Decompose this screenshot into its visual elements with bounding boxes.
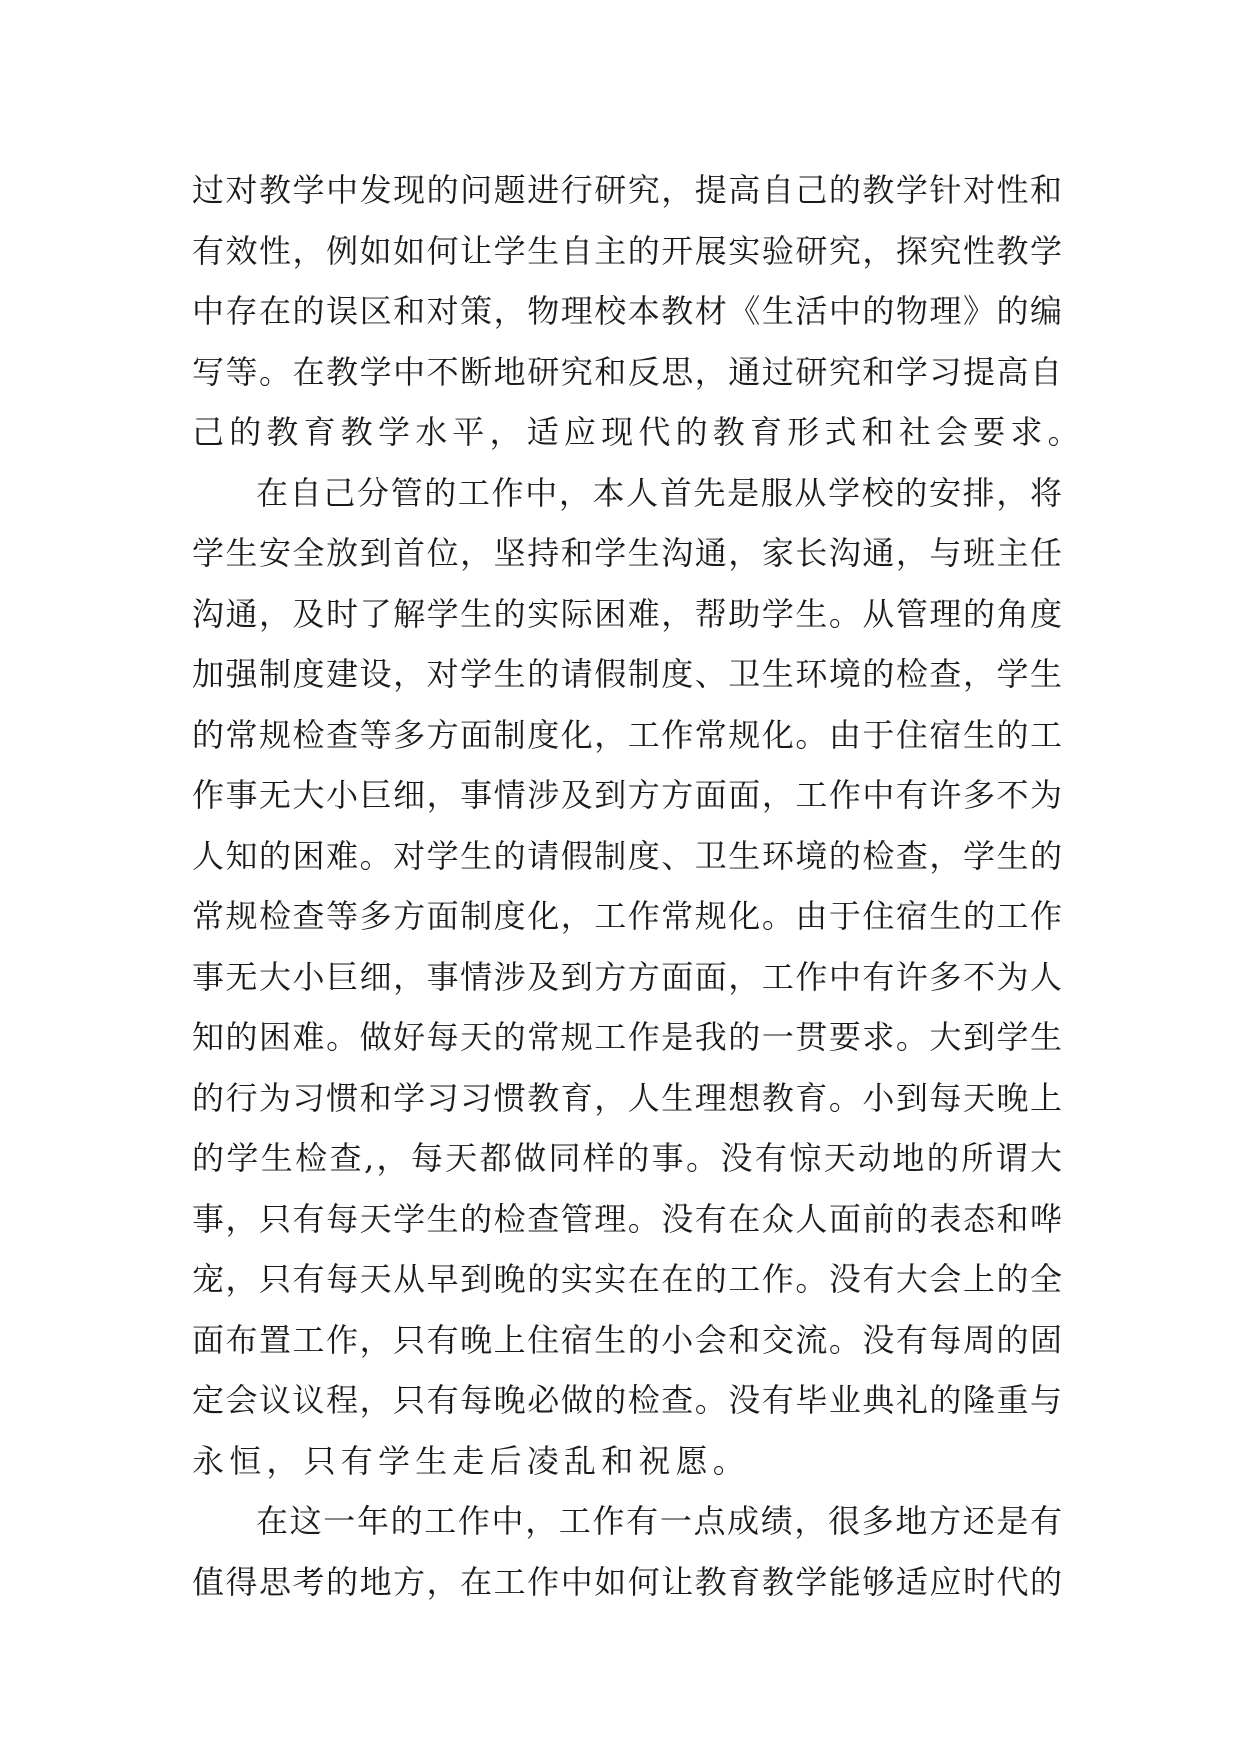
document-body [192, 160, 1085, 1612]
text-line: 永恒，只有学生走后凌乱和祝愿。 [192, 1441, 751, 1480]
text-line: 事无大小巨细，事情涉及到方方面面，工作中有许多不为人 [192, 957, 1062, 996]
text-line: 定会议议程，只有每晚必做的检查。没有毕业典礼的隆重与 [192, 1381, 1062, 1419]
text-line: 知的困难。做好每天的常规工作是我的一贯要求。大到学生 [192, 1018, 1062, 1056]
text-line: 写等。在教学中不断地研究和反思，通过研究和学习提高自 [192, 352, 1062, 391]
text-line: 有效性，例如如何让学生自主的开展实验研究，探究性教学 [192, 231, 1062, 270]
text-line: 常规检查等多方面制度化，工作常规化。由于住宿生的工作 [192, 897, 1062, 935]
paragraph-2 [192, 463, 1062, 1492]
text-line: 在这一年的工作中，工作有一点成绩，很多地方还是有 [256, 1502, 1062, 1540]
text-line: 作事无大小巨细，事情涉及到方方面面，工作中有许多不为 [192, 776, 1062, 814]
text-line: 过对教学中发现的问题进行研究，提高自己的教学针对性和 [192, 171, 1062, 209]
text-line: 在自己分管的工作中，本人首先是服从学校的安排，将 [256, 473, 1062, 512]
text-line: 己的教育教学水平，适应现代的教育形式和社会要求。 [192, 413, 1085, 451]
text-line: 事，只有每天学生的检查管理。没有在众人面前的表态和哗 [192, 1199, 1062, 1238]
text-line: 人知的困难。对学生的请假制度、卫生环境的检查，学生的 [192, 836, 1062, 875]
text-line: 的学生检查,，每天都做同样的事。没有惊天动地的所谓大 [192, 1139, 1062, 1177]
paragraph-1 [192, 160, 1085, 463]
text-line: 的行为习惯和学习习惯教育，人生理想教育。小到每天晚上 [192, 1078, 1062, 1117]
text-line: 学生安全放到首位，坚持和学生沟通，家长沟通，与班主任 [192, 534, 1062, 572]
text-line: 中存在的误区和对策，物理校本教材《生活中的物理》的编 [192, 292, 1062, 330]
text-line: 值得思考的地方，在工作中如何让教育教学能够适应时代的 [192, 1562, 1062, 1601]
text-line: 宠，只有每天从早到晚的实实在在的工作。没有大会上的全 [192, 1260, 1062, 1298]
text-line: 的常规检查等多方面制度化，工作常规化。由于住宿生的工 [192, 715, 1062, 754]
text-line: 沟通，及时了解学生的实际困难，帮助学生。从管理的角度 [192, 594, 1062, 633]
text-line: 面布置工作，只有晚上住宿生的小会和交流。没有每周的固 [192, 1320, 1062, 1359]
paragraph-3 [192, 1491, 1062, 1612]
text-line: 加强制度建设，对学生的请假制度、卫生环境的检查，学生 [192, 655, 1062, 693]
